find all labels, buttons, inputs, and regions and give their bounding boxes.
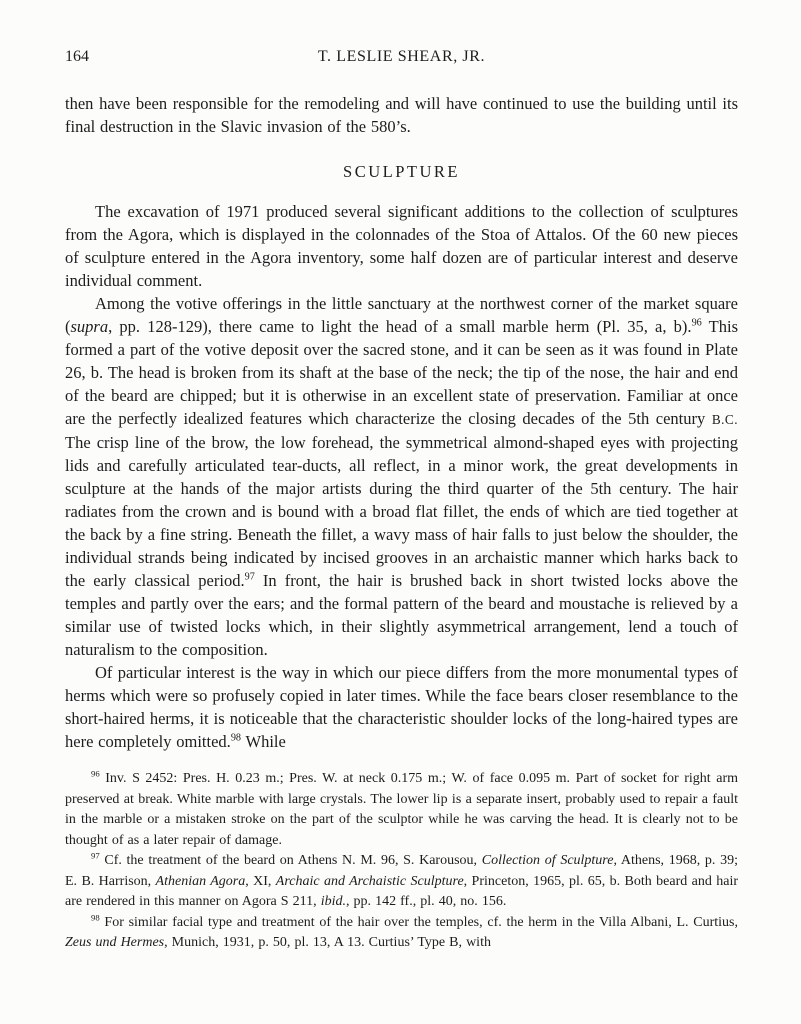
text-run: , pp. 128-129), there came to light the head of a small marble herm (Pl. 35, a, b).	[108, 317, 692, 336]
text-run: Collection of Sculpture	[481, 853, 614, 868]
paragraph	[65, 661, 738, 753]
running-head: T. LESLIE SHEAR, JR.	[317, 48, 486, 65]
text-run: Among the votive offerings in the little sanctuary at the northwest corner of the market square (	[65, 294, 738, 336]
section-heading: SCULPTURE	[343, 162, 460, 181]
text-run: , XI,	[245, 873, 276, 889]
page-body	[65, 92, 738, 753]
text-run: , Princeton, 1965, pl. 65, b. Both beard and hair are rendered in this manner on Agora S 211,	[65, 873, 738, 909]
footnote-reference: 97	[244, 571, 255, 583]
page-content-area	[65, 48, 738, 954]
paragraph	[65, 292, 738, 661]
page-header	[65, 48, 738, 66]
text-run: Inv. S 2452: Pres. H. 0.23 m.; Pres. W. at neck 0.175 m.; W. of face 0.095 m. Part of socket for right arm preserved at break. White marble with large crystals. The lower lip is a separate insert, probably used to repair a fault in the marble or a mistaken stroke on the part of the sculptor while he was carving the head. It is clearly not to be thought of as a later repair of damage.	[65, 771, 738, 848]
text-run: In front, the hair is brushed back in short twisted locks above the temples and partly over the ears; and the formal pattern of the beard and moustache is relieved by a similar use of twisted locks which, in their slightly asymmetrical arrangement, lend a touch of naturalism to the composition.	[65, 571, 739, 659]
footnote-reference: 98	[230, 732, 242, 744]
footnote-reference: 97	[91, 850, 100, 861]
text-run: , Athens, 1968, p. 39; E. B. Harrison,	[65, 853, 738, 889]
footnote-reference: 96	[691, 317, 702, 329]
text-run: , pp. 142 ff., pl. 40, no. 156.	[345, 894, 507, 909]
page-number: 164	[65, 48, 89, 65]
footnote-reference: 96	[91, 768, 100, 779]
footnote-reference: 98	[91, 911, 100, 922]
text-run: B.C.	[711, 412, 738, 427]
text-run: Of particular interest is the way in which our piece differs from the more monumental types of herms which were so profusely copied in later times. While the face bears closer resemblance to the short-haired herms, it is noticeable that the characteristic shoulder locks of the long-haired types are here completely omitted.	[65, 663, 738, 751]
paragraph	[65, 200, 738, 292]
text-run: The excavation of 1971 produced several significant additions to the collection of sculptures from the Agora, which is displayed in the colonnades of the Stoa of Attalos. Of the 60 new pieces of sculpture entered in the Agora inventory, some half dozen are of particular interest and deserve individual comment.	[65, 202, 738, 290]
text-run: supra	[70, 317, 109, 336]
text-run: , Munich, 1931, p. 50, pl. 13, A 13. Curtius’ Type B, with	[164, 935, 491, 950]
text-run: Zeus und Hermes	[65, 935, 165, 950]
text-run: While	[241, 732, 286, 751]
footnotes	[65, 769, 738, 954]
footnote	[65, 851, 738, 913]
text-run: then have been responsible for the remodeling and will have continued to use the building until its final destruction in the Slavic invasion of the 580’s.	[65, 94, 738, 136]
text-run: Archaic and Archaistic Sculpture	[275, 873, 464, 889]
text-run: ibid.	[320, 894, 346, 909]
text-run: Cf. the treatment of the beard on Athens N. M. 96, S. Karousou,	[99, 853, 482, 868]
paragraph	[65, 92, 738, 138]
text-run: This formed a part of the votive deposit over the sacred stone, and it can be seen as it was found in Plate 26, b. The head is broken from its shaft at the base of the neck; the tip of the nose, the hair and end of the beard are chipped; but it is otherwise in an excellent state of preservation. Familiar at once are the perfectly idealized features which characterize the closing decades of the 5th century	[65, 317, 738, 428]
text-run: The crisp line of the brow, the low forehead, the symmetrical almond-shaped eyes with projecting lids and carefully articulated tear-ducts, all reflect, in a minor work, the great developments in sculpture at the hands of the major artists during the third quarter of the 5th century. The hair radiates from the crown and is bound with a broad flat fillet, the ends of which are tied together at the back by a fine string. Beneath the fillet, a wavy mass of hair falls to just below the shoulder, the individual strands being indicated by incised grooves in an archaistic manner which harks back to the early classical period.	[65, 433, 738, 590]
footnote	[65, 769, 738, 851]
footnote	[65, 913, 738, 954]
text-run: For similar facial type and treatment of the hair over the temples, cf. the herm in the Villa Albani, L. Curtius,	[99, 914, 738, 930]
text-run: Athenian Agora	[155, 873, 246, 889]
